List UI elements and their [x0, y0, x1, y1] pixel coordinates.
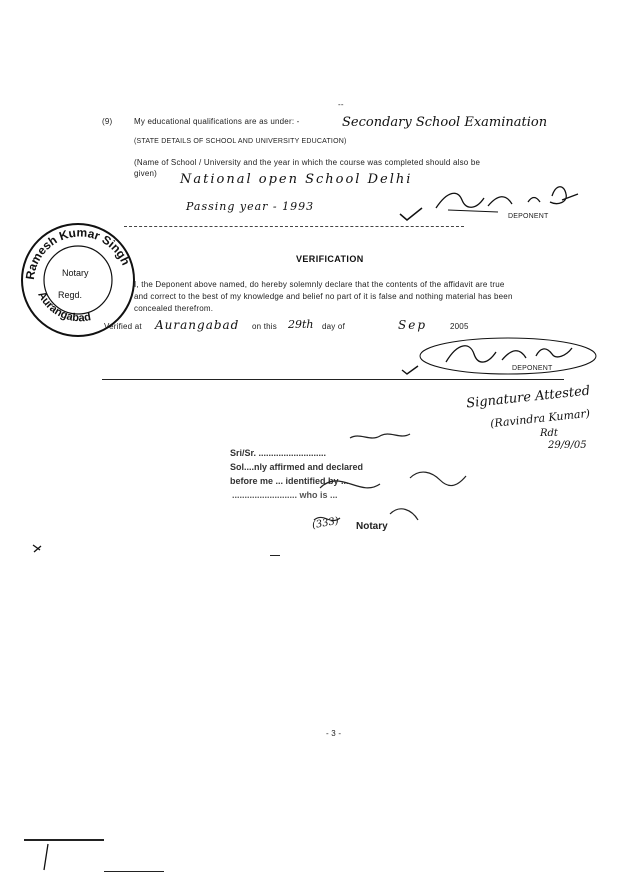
- item-underline: [124, 226, 464, 227]
- verified-day-handwritten: 29th: [288, 318, 314, 331]
- attestation-line3: Rdt: [540, 428, 558, 439]
- top-mark: --: [338, 100, 344, 109]
- school-handwritten: National open School Delhi: [180, 172, 413, 187]
- verification-line2: and correct to the best of my knowledge and belief no part of it is false and nothing material has been: [134, 292, 513, 301]
- name-note-line2: given): [134, 169, 157, 178]
- attestation-line4: 29/9/05: [548, 440, 587, 451]
- notary-label: Notary: [356, 521, 388, 532]
- qualification-lead-text: My educational qualifications are as under: -: [134, 117, 300, 126]
- deponent-label-2: DEPONENT: [512, 365, 553, 372]
- verified-at-label: Verified at: [104, 322, 142, 331]
- passing-year-handwritten: Passing year - 1993: [186, 200, 315, 213]
- verification-underline: [102, 379, 564, 380]
- verification-line1: I, the Deponent above named, do hereby solemnly declare that the contents of the affidavit are true: [134, 280, 505, 289]
- attestation-line1: Signature Attested: [465, 383, 591, 412]
- name-note-line1: (Name of School / University and the year in which the course was completed should also be: [134, 158, 481, 167]
- seal-center-line2: Regd.: [58, 290, 83, 300]
- seal-name-top: Ramesh Kumar Singh: [22, 225, 133, 281]
- qualification-handwritten: Secondary School Examination: [342, 115, 548, 130]
- bottom-slash-mark: [40, 842, 52, 872]
- notary-line3: before me ... identified by ...: [230, 476, 349, 486]
- education-caps-note: (STATE DETAILS OF SCHOOL AND UNIVERSITY EDUCATION): [134, 138, 347, 145]
- notary-scribble-text: (333): [311, 515, 340, 532]
- notary-line2: Sol....nly affirmed and declared: [230, 462, 364, 472]
- tick-mark-2: [400, 364, 420, 376]
- verification-title: VERIFICATION: [296, 254, 364, 264]
- verified-place-handwritten: Aurangabad: [155, 318, 240, 332]
- seal-name-bottom: Aurangabad: [35, 289, 92, 325]
- deponent-signature-oval: [416, 334, 602, 380]
- notary-line1: Sri/Sr. ...........................: [230, 448, 327, 458]
- verified-month-handwritten: Sep: [398, 318, 428, 332]
- verification-line3: concealed therefrom.: [134, 304, 214, 313]
- seal-center-line1: Notary: [62, 268, 89, 278]
- tick-mark: [398, 206, 424, 222]
- footer-rule-right: [104, 871, 164, 872]
- item-number: (9): [102, 117, 113, 126]
- footer-rule-left: [24, 839, 104, 841]
- notary-line4: .......................... who is ...: [232, 490, 338, 500]
- attestation-line2: (Ravindra Kumar): [489, 406, 591, 431]
- notary-seal-stamp: [16, 212, 140, 342]
- verified-year: 2005: [450, 322, 469, 331]
- stray-mark: [30, 542, 44, 556]
- deponent-label-1: DEPONENT: [508, 213, 549, 220]
- stray-dash: [270, 555, 280, 556]
- page-number-mark: - 3 -: [326, 729, 342, 738]
- verified-mid-label: day of: [322, 322, 345, 331]
- verified-on-label: on this: [252, 322, 277, 331]
